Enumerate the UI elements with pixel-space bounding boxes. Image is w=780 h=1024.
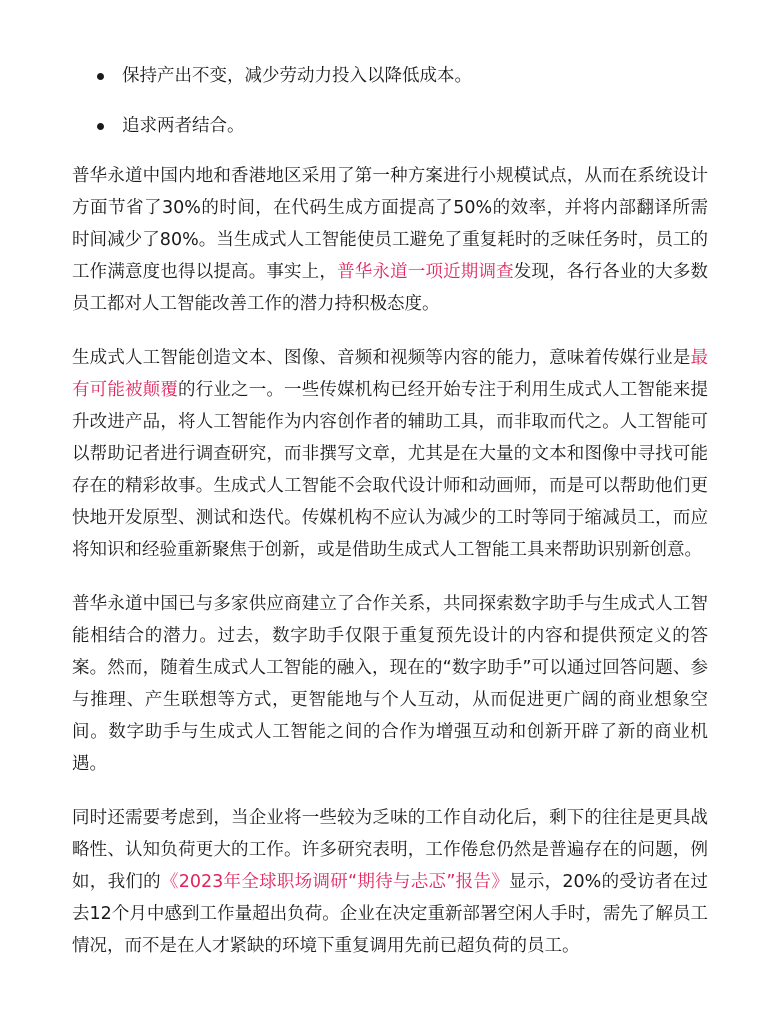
- paragraph-text: 普华永道中国已与多家供应商建立了合作关系，共同探索数字助手与生成式人工智能相结合的潜力。过去，数字助手仅限于重复预先设计的内容和提供预定义的答案。然而，随着生成式人工智能的融入，现在的“数字助手”可以通过回答问题、参与推理、产生联想等方式，更智能地与个人互动，从而促进更广阔的商业想象空间。数字助手与生成式人工智能之间的合作为增强互动和创新开辟了新的商业机遇。: [72, 594, 708, 774]
- disruption-link[interactable]: 最有可能被颠覆: [72, 348, 708, 400]
- paragraph-workload: [72, 802, 708, 962]
- paragraph-pilot-results: [72, 160, 708, 320]
- bullet-dot-icon: [97, 123, 104, 130]
- paragraph-text: 同时还需要考虑到，当企业将一些较为乏味的工作自动化后，剩下的往往是更具战略性、认知负荷更大的工作。许多研究表明，工作倦怠仍然是普遍存在的问题，例如，我们的: [72, 808, 708, 892]
- paragraph-text: 显示，20%的受访者在过去12个月中感到工作量超出负荷。企业在决定重新部署空闲人手时，需先了解员工情况，而不是在人才紧缺的环境下重复调用先前已超负荷的员工。: [72, 872, 708, 956]
- workforce-survey-link[interactable]: 《2023年全球职场调研“期待与忐忑”报告》: [160, 872, 510, 892]
- paragraph-digital-assistant: [72, 588, 708, 780]
- survey-link[interactable]: 普华永道一项近期调查: [337, 262, 514, 282]
- paragraph-text: 普华永道中国内地和香港地区采用了第一种方案进行小规模试点，从而在系统设计方面节省了30%的时间，在代码生成方面提高了50%的效率，并将内部翻译所需时间减少了80%。当生成式人工智能使员工避免了重复耗时的乏味任务时，员工的工作满意度也得以提高。事实上，: [72, 166, 708, 282]
- bullet-item: [72, 110, 708, 142]
- bullet-dot-icon: [97, 73, 104, 80]
- bullet-text: 保持产出不变，减少劳动力投入以降低成本。: [122, 66, 472, 86]
- paragraph-text: 发现，各行各业的大多数员工都对人工智能改善工作的潜力持积极态度。: [72, 262, 709, 314]
- paragraph-text: 生成式人工智能创造文本、图像、音频和视频等内容的能力，意味着传媒行业是: [72, 348, 691, 368]
- paragraph-text: 的行业之一。一些传媒机构已经开始专注于利用生成式人工智能来提升改进产品，将人工智能作为内容创作者的辅助工具，而非取而代之。人工智能可以帮助记者进行调查研究，而非撰写文章，尤其是在大量的文本和图像中寻找可能存在的精彩故事。生成式人工智能不会取代设计师和动画师，而是可以帮助他们更快地开发原型、测试和迭代。传媒机构不应认为减少的工时等同于缩减员工，而应将知识和经验重新聚焦于创新，或是借助生成式人工智能工具来帮助识别新创意。: [72, 380, 709, 560]
- paragraph-media-industry: [72, 342, 708, 566]
- bullet-item: [72, 60, 708, 92]
- bullet-list: [72, 60, 708, 142]
- bullet-text: 追求两者结合。: [122, 116, 245, 136]
